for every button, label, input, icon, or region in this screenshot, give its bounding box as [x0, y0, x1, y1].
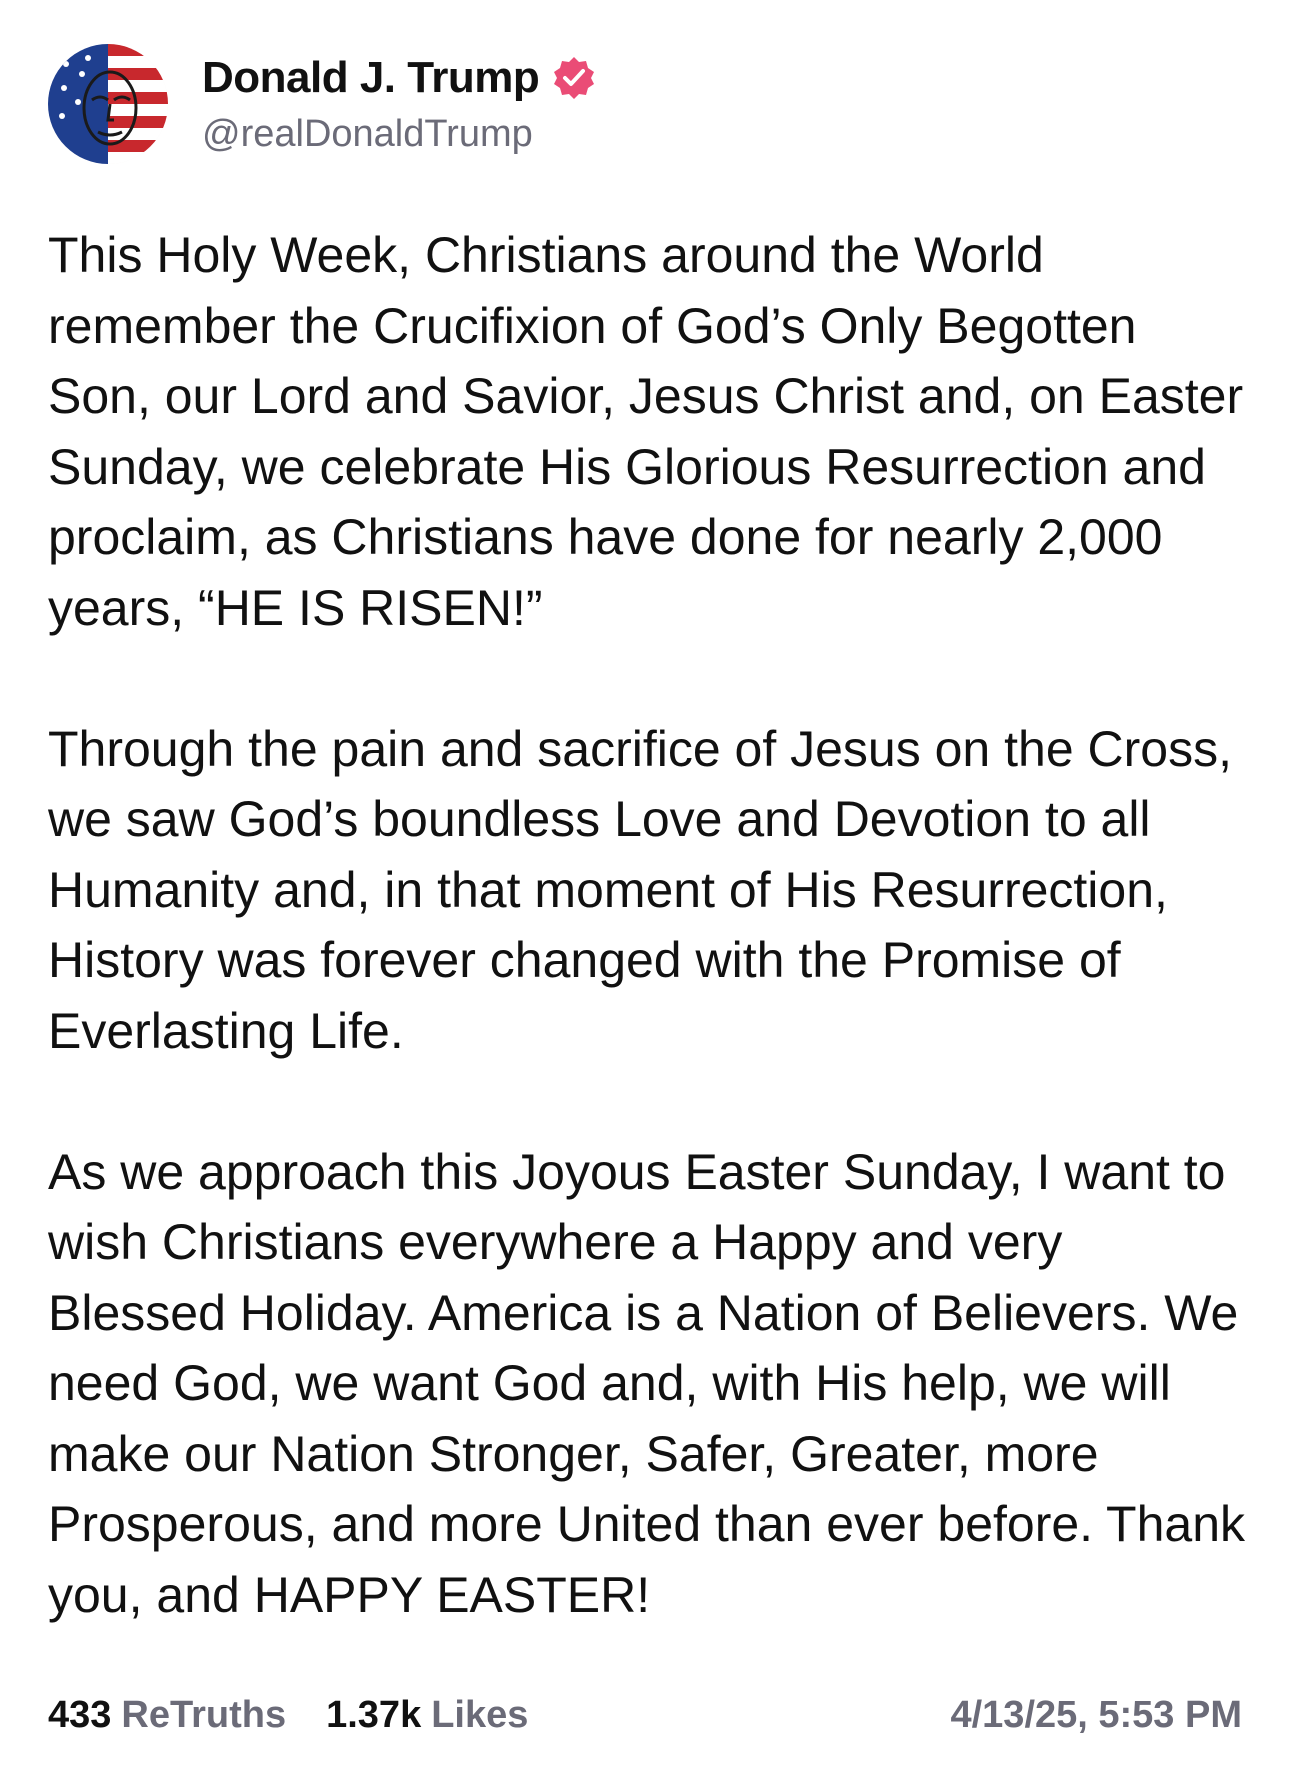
post-paragraph: Through the pain and sacrifice of Jesus on the Cross, we saw God’s boundless Love and Devotion to all Humanity and, in that moment of His Resurrection, History was forever changed with the Promise of Everlasting Life.: [48, 720, 1232, 1059]
likes-stat[interactable]: [326, 1694, 528, 1737]
post-header: [48, 44, 597, 164]
likes-label: Likes: [431, 1693, 529, 1736]
verified-badge-icon: [551, 55, 597, 101]
post-paragraph: As we approach this Joyous Easter Sunday, I want to wish Christians everywhere a Happy and very Blessed Holiday. America is a Nation of Believers. We need God, we want God and, with His help, we will make our Nation Stronger, Safer, Greater, more Prosperous, and more United than ever before. Thank you, and HAPPY EASTER!: [48, 1143, 1245, 1623]
likes-count: 1.37k: [326, 1693, 422, 1736]
retruths-count: 433: [48, 1693, 112, 1736]
post-body: [48, 220, 1248, 1630]
retruths-label: ReTruths: [121, 1693, 287, 1736]
handle[interactable]: @realDonaldTrump: [202, 112, 533, 155]
avatar[interactable]: [48, 44, 168, 164]
name-row: [202, 53, 597, 103]
retruths-stat[interactable]: [48, 1694, 286, 1737]
post-paragraph: This Holy Week, Christians around the World remember the Crucifixion of God’s Only Begotten Son, our Lord and Savior, Jesus Christ and, on Easter Sunday, we celebrate His Glorious Resurrection and proclaim, as Christians have done for nearly 2,000 years, “HE IS RISEN!”: [48, 227, 1244, 636]
flag-portrait-avatar: [48, 44, 168, 164]
post-timestamp[interactable]: 4/13/25, 5:53 PM: [950, 1693, 1242, 1736]
author-identity: [202, 53, 597, 156]
post-footer: [48, 1690, 1242, 1740]
display-name[interactable]: Donald J. Trump: [202, 52, 540, 102]
